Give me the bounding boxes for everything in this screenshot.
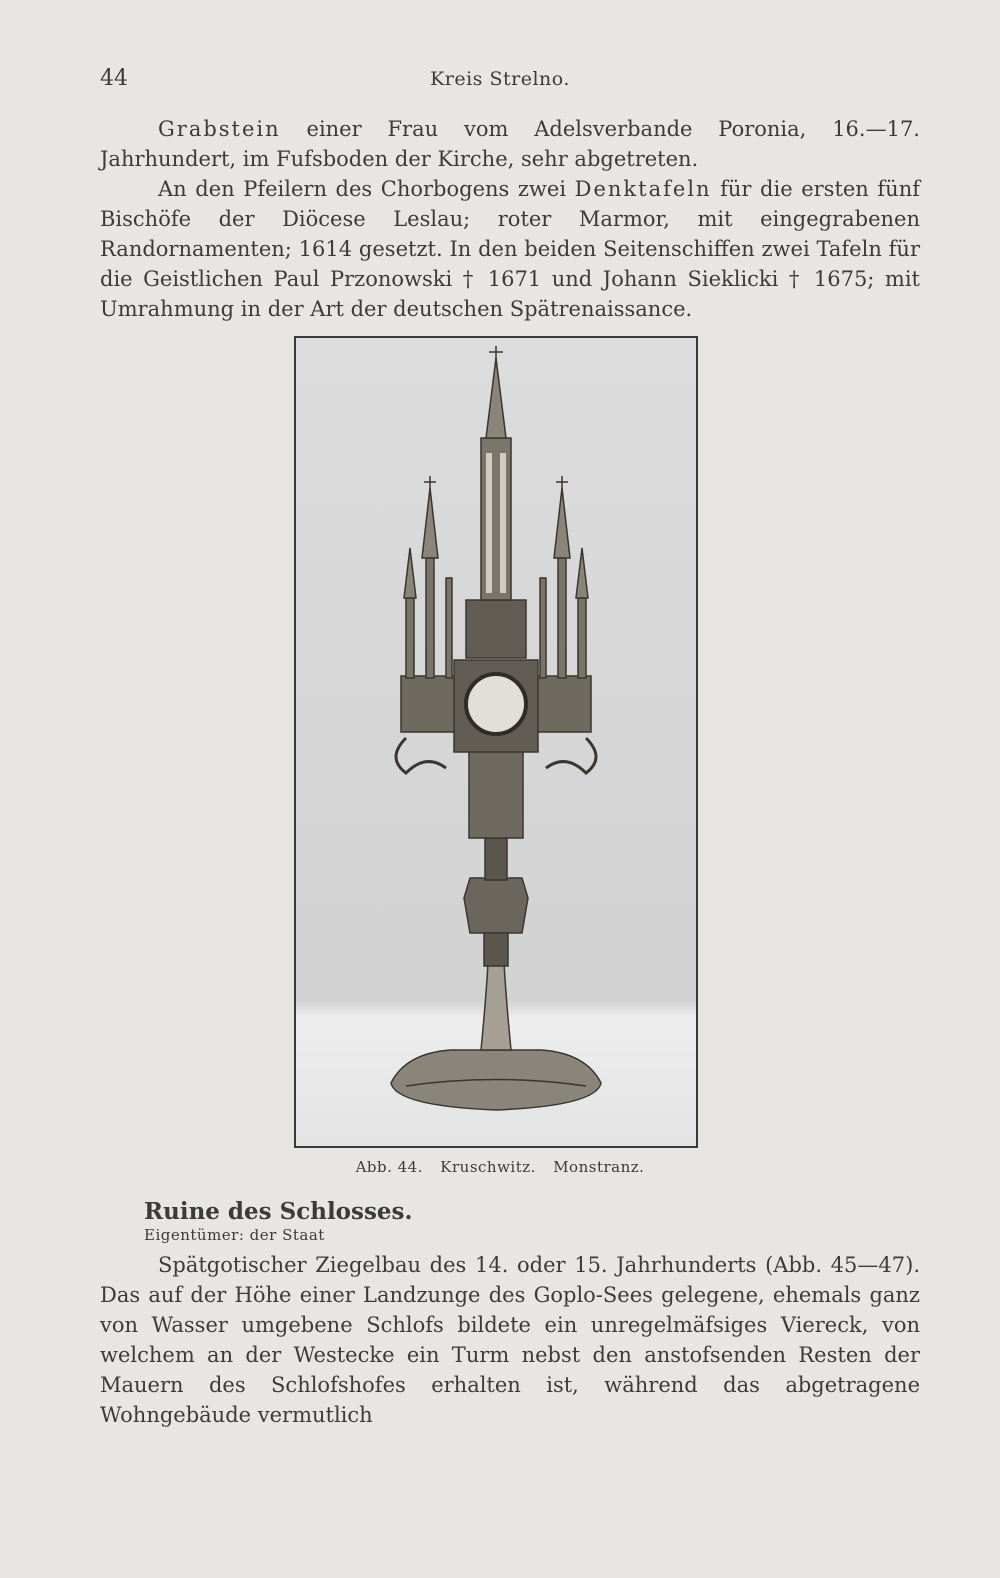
paragraph-grabstein-text: einer Frau vom Adelsverbande Poronia, 16.—17. Jahrhundert, im Fufsboden der Kirche, sehr abgetreten. <box>100 117 920 171</box>
caption-title: Monstranz. <box>553 1158 645 1176</box>
caption-place: Kruschwitz. <box>440 1158 536 1176</box>
caption-number: Abb. 44. <box>355 1158 423 1176</box>
figure-caption <box>0 1158 1000 1176</box>
section-heading: Ruine des Schlosses. <box>144 1198 413 1225</box>
monstrance-illustration <box>296 338 698 1148</box>
paragraph-ruine: Spätgotischer Ziegelbau des 14. oder 15. Jahrhunderts (Abb. 45—47). Das auf der Höhe einer Landzunge des Goplo-Sees gelegene, ehemals ganz von Wasser umgebene Schlofs bildete ein unregelmäfsiges Viereck, von welchem an der Westecke ein Turm nebst den anstofsenden Resten der Mauern des Schlofshofes erhalten ist, während das abgetragene Wohngebäude vermutlich <box>100 1253 920 1427</box>
bottom-text-block <box>100 1250 920 1430</box>
page-number: 44 <box>100 66 128 91</box>
monstrance-photo <box>294 336 698 1148</box>
paragraph-denktafeln <box>100 174 920 324</box>
term-denktafeln: Denktafeln <box>574 177 712 201</box>
paragraph-denktafeln-lead: An den Pfeilern des Chorbogens zwei <box>158 177 575 201</box>
paragraph-denktafeln-text: für die ersten fünf Bischöfe der Diöcese Leslau; roter Marmor, mit eingegrabenen Randornamenten; 1614 gesetzt. In den beiden Seitenschiffen zwei Tafeln für die Geistlichen Paul Przonowski † 1671 und Johann Sieklicki † 1675; mit Umrahmung in der Art der deutschen Spätrenaissance. <box>100 177 920 321</box>
top-text-block <box>100 114 920 324</box>
paragraph-grabstein <box>100 114 920 174</box>
term-grabstein: Grabstein <box>158 117 281 141</box>
owner-line: Eigentümer: der Staat <box>144 1226 325 1244</box>
running-head: Kreis Strelno. <box>430 68 570 90</box>
